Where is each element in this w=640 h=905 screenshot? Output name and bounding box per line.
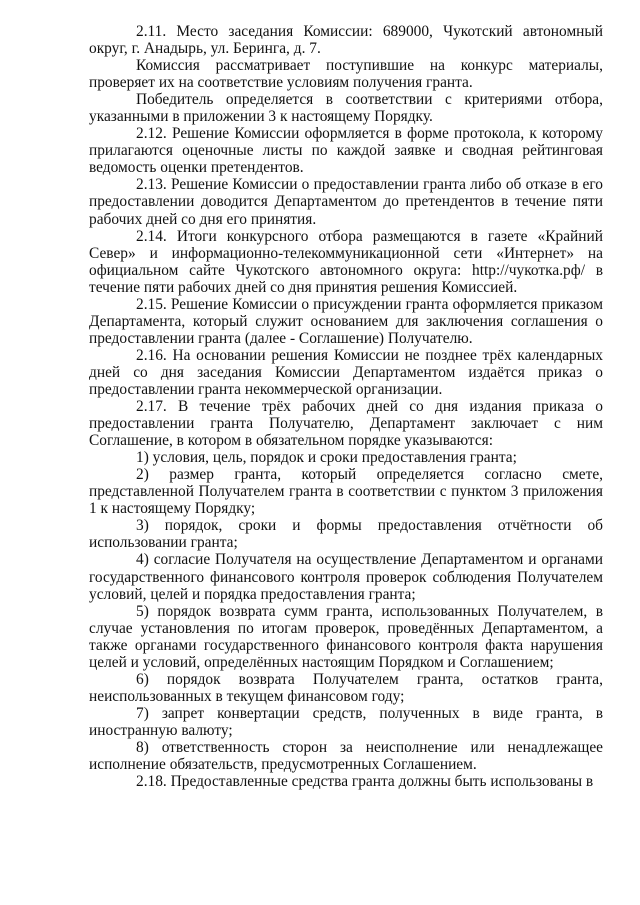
list-item-5: 5) порядок возврата сумм гранта, использованных Получателем, в случае установления по итогам проверок, проведённых Департаментом, а также органами государственного финансового контроля факта нарушения целей и условий, определённых настоящим Порядком и Соглашением; <box>89 602 603 671</box>
list-item-2: 2) размер гранта, который определяется согласно смете, представленной Получателем гранта в соответствии с пунктом 3 приложения 1 к настоящему Порядку; <box>89 466 603 518</box>
paragraph-2-18: 2.18. Предоставленные средства гранта должны быть использованы в <box>136 773 594 791</box>
list-item-6: 6) порядок возврата Получателем гранта, остатков гранта, неиспользованных в текущем финансовом году; <box>89 670 603 705</box>
paragraph-2-13: 2.13. Решение Комиссии о предоставлении гранта либо об отказе в его предоставлении доводится Департаментом до претендентов в течение пяти рабочих дней со дня его принятия. <box>89 176 603 228</box>
paragraph-2-15: 2.15. Решение Комиссии о присуждении гранта оформляется приказом Департамента, который служит основанием для заключения соглашения о предоставлении гранта (далее - Соглашение) Получателю. <box>89 295 603 347</box>
list-item-8: 8) ответственность сторон за неисполнение или ненадлежащее исполнение обязательств, предусмотренных Соглашением. <box>89 738 603 774</box>
document-body <box>89 23 603 790</box>
paragraph-2-14: 2.14. Итоги конкурсного отбора размещаются в газете «Крайний Север» и информационно-телекоммуникационной сети «Интернет» на официальном сайте Чукотского автономного округа: http://чукотка.рф/ в течение пяти рабочих дней со дня принятия решения Комиссией. <box>89 227 603 296</box>
list-item-7: 7) запрет конвертации средств, полученных в виде гранта, в иностранную валюту; <box>89 704 603 739</box>
paragraph-commission-review: Комиссия рассматривает поступившие на конкурс материалы, проверяет их на соответствие условиям получения гранта. <box>89 57 603 92</box>
paragraph-2-16: 2.16. На основании решения Комиссии не позднее трёх календарных дней со дня заседания Комиссии Департаментом издаётся приказ о предоставлении гранта некоммерческой организации. <box>89 346 603 398</box>
paragraph-2-17: 2.17. В течение трёх рабочих дней со дня издания приказа о предоставлении гранта Получателю, Департамент заключает с ним Соглашение, в котором в обязательном порядке указываются: <box>89 398 603 450</box>
list-item-3: 3) порядок, сроки и формы предоставления отчётности об использовании гранта; <box>89 517 603 552</box>
list-item-1: 1) условия, цель, порядок и сроки предоставления гранта; <box>136 449 517 467</box>
paragraph-2-12: 2.12. Решение Комиссии оформляется в форме протокола, к которому прилагаются оценочные листы по каждой заявке и сводная рейтинговая ведомость оценки претендентов. <box>89 125 603 177</box>
paragraph-winner: Победитель определяется в соответствии с критериями отбора, указанными в приложении 3 к настоящему Порядку. <box>89 91 603 126</box>
paragraph-2-11: 2.11. Место заседания Комиссии: 689000, Чукотский автономный округ, г. Анадырь, ул. Беринга, д. 7. <box>89 23 603 58</box>
list-item-4: 4) согласие Получателя на осуществление Департаментом и органами государственного финансового контроля проверок соблюдения Получателем условий, целей и порядка предоставления гранта; <box>89 551 603 603</box>
